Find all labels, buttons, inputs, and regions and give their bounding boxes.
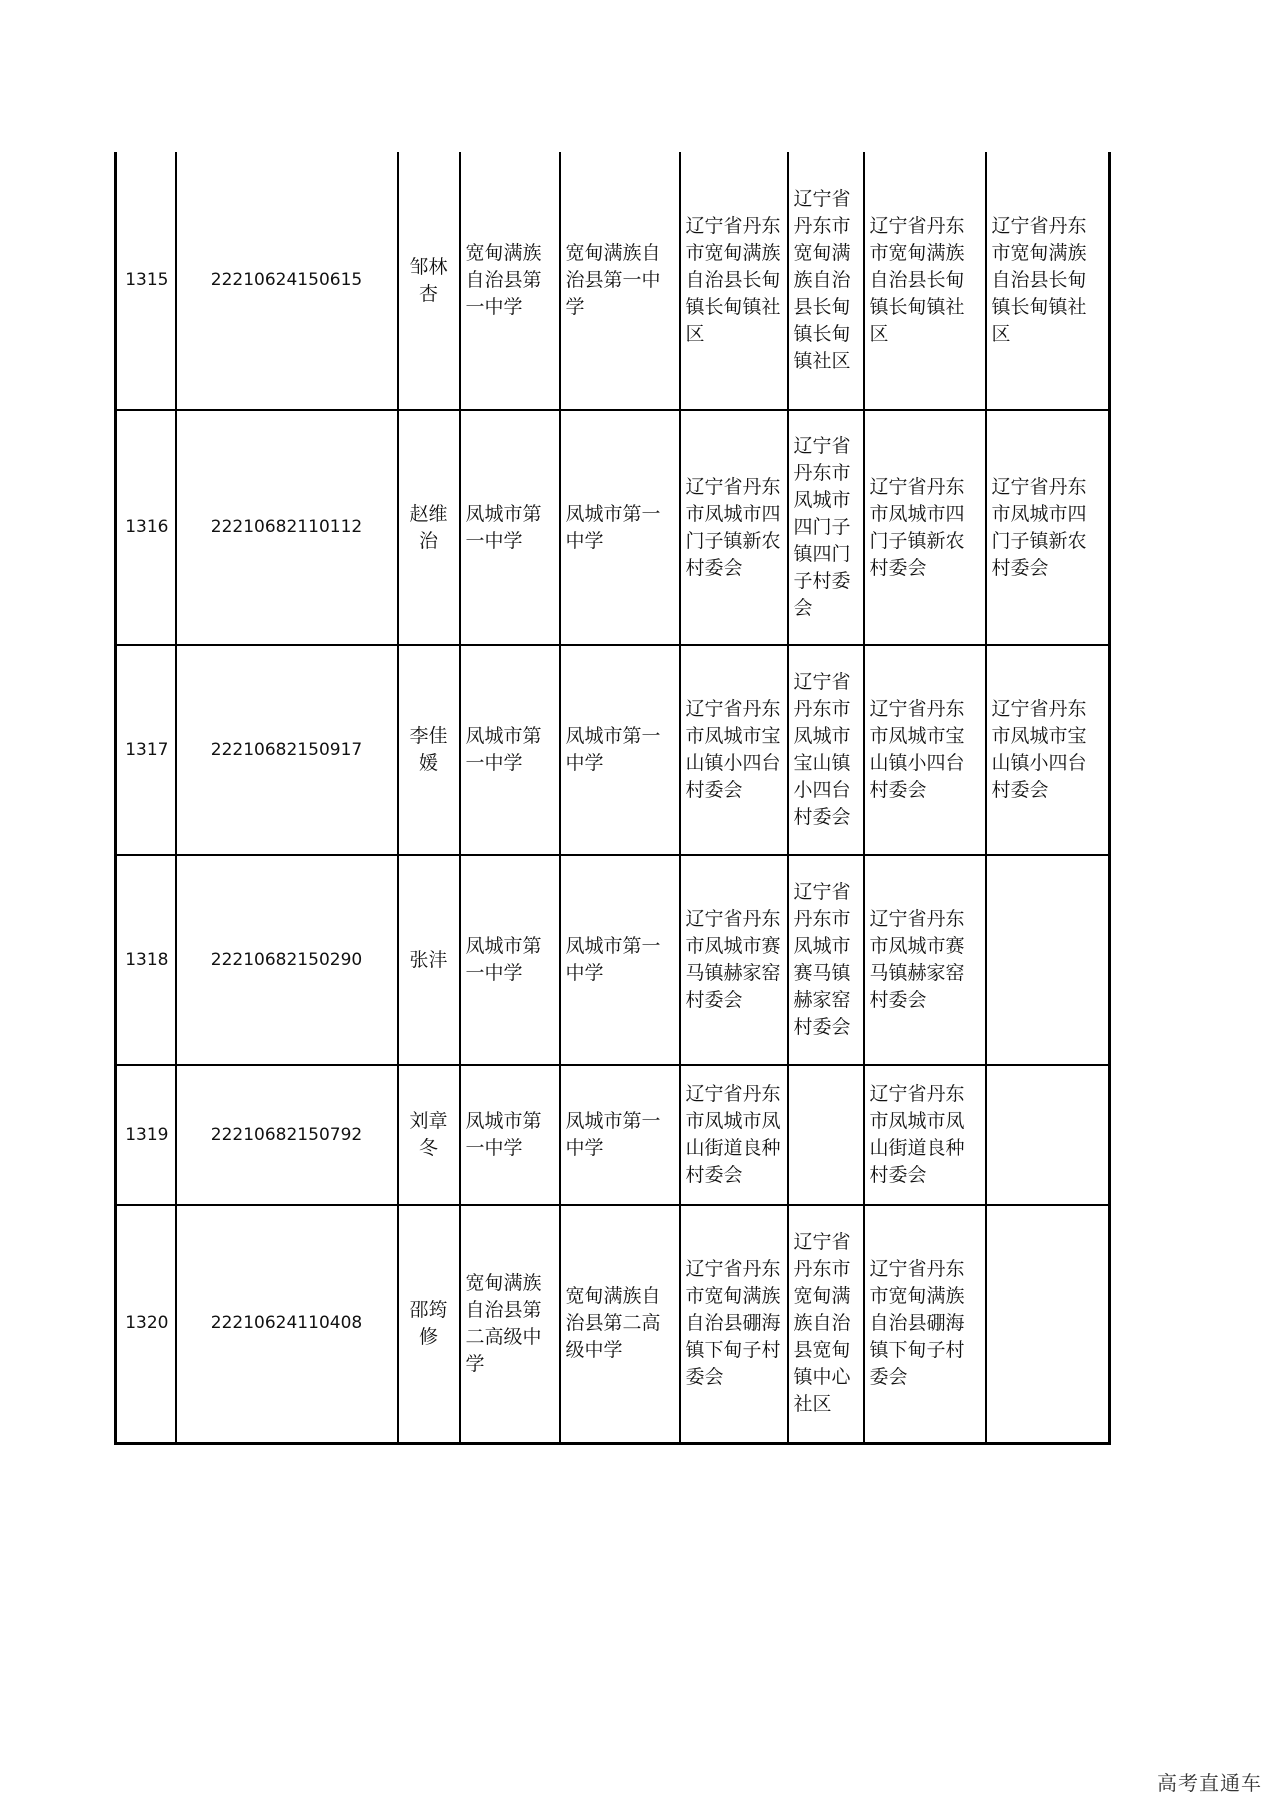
exam-id: 22210682110112 (176, 410, 398, 645)
row-index: 1317 (116, 645, 176, 855)
address-1: 辽宁省丹东市宽甸满族自治县长甸镇长甸镇社区 (680, 152, 788, 410)
address-1: 辽宁省丹东市凤城市宝山镇小四台村委会 (680, 645, 788, 855)
address-1: 辽宁省丹东市凤城市赛马镇赫家窑村委会 (680, 855, 788, 1065)
row-index: 1320 (116, 1205, 176, 1443)
table-row (116, 1205, 1110, 1443)
exam-id: 22210682150792 (176, 1065, 398, 1205)
student-name: 赵维治 (398, 410, 460, 645)
school-alt: 凤城市第一中学 (560, 645, 680, 855)
table-row (116, 410, 1110, 645)
student-name: 刘章冬 (398, 1065, 460, 1205)
address-4: 辽宁省丹东市宽甸满族自治县长甸镇长甸镇社区 (986, 152, 1110, 410)
address-4 (986, 1205, 1110, 1443)
address-3: 辽宁省丹东市宽甸满族自治县硼海镇下甸子村委会 (864, 1205, 986, 1443)
row-index: 1315 (116, 152, 176, 410)
address-2: 辽宁省丹东市凤城市宝山镇小四台村委会 (788, 645, 864, 855)
exam-id: 22210624150615 (176, 152, 398, 410)
table-row (116, 152, 1110, 410)
address-2: 辽宁省丹东市凤城市四门子镇四门子村委会 (788, 410, 864, 645)
address-3: 辽宁省丹东市宽甸满族自治县长甸镇长甸镇社区 (864, 152, 986, 410)
row-index: 1318 (116, 855, 176, 1065)
school: 凤城市第一中学 (460, 855, 560, 1065)
school: 凤城市第一中学 (460, 1065, 560, 1205)
roster-table (114, 152, 1111, 1445)
exam-id: 22210624110408 (176, 1205, 398, 1443)
address-3: 辽宁省丹东市凤城市凤山街道良种村委会 (864, 1065, 986, 1205)
address-3: 辽宁省丹东市凤城市四门子镇新农村委会 (864, 410, 986, 645)
row-index: 1316 (116, 410, 176, 645)
address-1: 辽宁省丹东市宽甸满族自治县硼海镇下甸子村委会 (680, 1205, 788, 1443)
school: 凤城市第一中学 (460, 410, 560, 645)
address-1: 辽宁省丹东市凤城市凤山街道良种村委会 (680, 1065, 788, 1205)
school: 凤城市第一中学 (460, 645, 560, 855)
table-row (116, 1065, 1110, 1205)
address-4: 辽宁省丹东市凤城市四门子镇新农村委会 (986, 410, 1110, 645)
school-alt: 凤城市第一中学 (560, 855, 680, 1065)
address-4 (986, 855, 1110, 1065)
school-alt: 凤城市第一中学 (560, 1065, 680, 1205)
address-1: 辽宁省丹东市凤城市四门子镇新农村委会 (680, 410, 788, 645)
row-index: 1319 (116, 1065, 176, 1205)
watermark-text: 高考直通车 (1157, 1771, 1262, 1795)
address-4 (986, 1065, 1110, 1205)
school-alt: 宽甸满族自治县第一中学 (560, 152, 680, 410)
exam-id: 22210682150290 (176, 855, 398, 1065)
table-row (116, 645, 1110, 855)
school: 宽甸满族自治县第一中学 (460, 152, 560, 410)
school-alt: 凤城市第一中学 (560, 410, 680, 645)
table-row (116, 855, 1110, 1065)
school-alt: 宽甸满族自治县第二高级中学 (560, 1205, 680, 1443)
student-name: 张沣 (398, 855, 460, 1065)
student-name: 邵筠修 (398, 1205, 460, 1443)
school: 宽甸满族自治县第二高级中学 (460, 1205, 560, 1443)
address-2: 辽宁省丹东市凤城市赛马镇赫家窑村委会 (788, 855, 864, 1065)
address-3: 辽宁省丹东市凤城市赛马镇赫家窑村委会 (864, 855, 986, 1065)
address-4: 辽宁省丹东市凤城市宝山镇小四台村委会 (986, 645, 1110, 855)
address-2: 辽宁省丹东市宽甸满族自治县长甸镇长甸镇社区 (788, 152, 864, 410)
address-2: 辽宁省丹东市宽甸满族自治县宽甸镇中心社区 (788, 1205, 864, 1443)
student-name: 李佳媛 (398, 645, 460, 855)
exam-id: 22210682150917 (176, 645, 398, 855)
address-2 (788, 1065, 864, 1205)
address-3: 辽宁省丹东市凤城市宝山镇小四台村委会 (864, 645, 986, 855)
student-name: 邹林杏 (398, 152, 460, 410)
